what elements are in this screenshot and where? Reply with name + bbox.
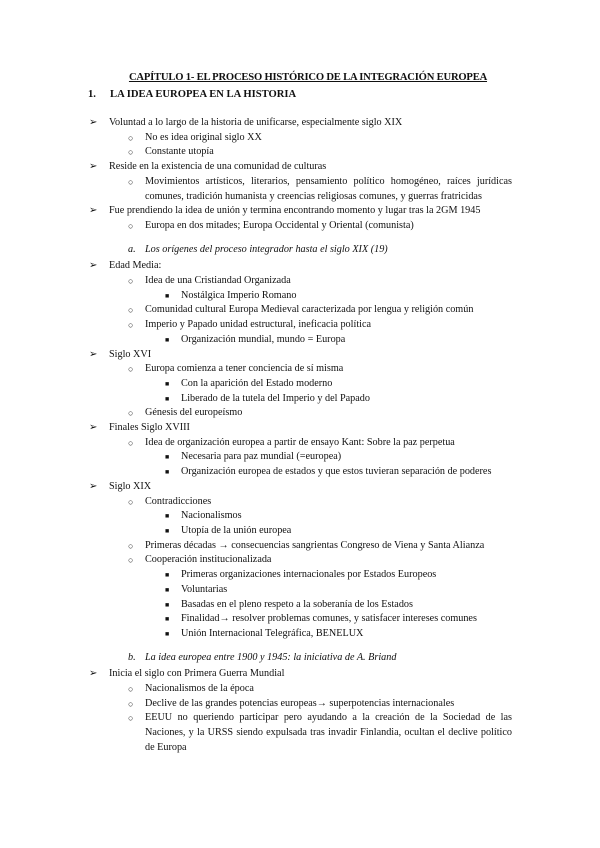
list-item-text: Contradicciones — [145, 495, 212, 507]
list-item — [0, 480, 600, 495]
list-item-text: Declive de las grandes potencias europeas→ superpotencias internacionales — [145, 697, 455, 709]
circle-bullet-icon: ○ — [128, 437, 134, 448]
arrow-bullet-icon: ➢ — [89, 422, 98, 434]
intro-list — [0, 116, 600, 234]
list-item-text: Fue prendiendo la idea de unión y termina encontrando momento y lugar tras la 2GM 1945 — [109, 205, 481, 217]
list-item-text: Basadas en el pleno respeto a la soberanía de los Estados — [181, 598, 413, 610]
list-item-text: Idea de una Cristiandad Organizada — [145, 275, 291, 287]
list-item-text: Primeras organizaciones internacionales por Estados Europeos — [181, 569, 437, 581]
list-item — [0, 465, 600, 480]
list-item-text: Voluntarias — [181, 583, 228, 595]
list-item-text: Siglo XVI — [109, 348, 152, 360]
square-bullet-icon: ■ — [165, 615, 170, 624]
section-number: 1. — [88, 89, 96, 100]
list-item — [0, 289, 600, 304]
circle-bullet-icon: ○ — [128, 176, 134, 187]
circle-bullet-icon: ○ — [128, 698, 134, 709]
list-item — [0, 377, 600, 392]
square-bullet-icon: ■ — [165, 468, 170, 477]
list-item — [0, 450, 600, 465]
subsection-b-heading — [0, 651, 600, 666]
list-item-text: Cooperación institucionalizada — [145, 554, 272, 566]
circle-bullet-icon: ○ — [128, 540, 134, 551]
arrow-bullet-icon: ➢ — [89, 668, 98, 680]
circle-bullet-icon: ○ — [128, 276, 134, 287]
list-item-text: Siglo XIX — [109, 480, 152, 492]
list-item-text: Con la aparición del Estado moderno — [181, 377, 333, 389]
square-bullet-icon: ■ — [165, 379, 170, 388]
list-item-text: Primeras décadas → consecuencias sangrientas Congreso de Viena y Santa Alianza — [145, 539, 485, 551]
list-item — [0, 348, 600, 363]
list-item — [0, 204, 600, 219]
circle-bullet-icon: ○ — [128, 147, 134, 158]
list-item — [0, 495, 600, 510]
list-item — [0, 568, 600, 583]
square-bullet-icon: ■ — [165, 629, 170, 638]
list-item — [0, 116, 600, 131]
list-item — [0, 539, 600, 554]
list-item — [0, 697, 600, 712]
square-bullet-icon: ■ — [165, 291, 170, 300]
list-item-text: Edad Media: — [109, 260, 162, 272]
list-item-text: Génesis del europeísmo — [145, 407, 243, 419]
list-item — [0, 406, 600, 421]
list-item — [0, 362, 600, 377]
square-bullet-icon: ■ — [165, 600, 170, 609]
list-item-text: Reside en la existencia de una comunidad de culturas — [109, 161, 327, 173]
list-item — [0, 682, 600, 697]
list-item-text: Voluntad a lo largo de la historia de unificarse, especialmente siglo XIX — [109, 117, 403, 128]
list-item-text: Organización mundial, mundo = Europa — [181, 333, 346, 345]
list-item-text: Liberado de la tutela del Imperio y del Papado — [181, 392, 370, 404]
subsection-a-list — [0, 259, 600, 641]
list-item — [0, 274, 600, 289]
square-bullet-icon: ■ — [165, 571, 170, 580]
list-item — [0, 145, 600, 160]
list-item — [0, 131, 600, 146]
square-bullet-icon: ■ — [165, 394, 170, 403]
list-item — [0, 612, 600, 627]
circle-bullet-icon: ○ — [128, 364, 134, 375]
list-item-text: Comunidad cultural Europa Medieval caracterizada por lengua y religión común — [145, 304, 474, 316]
arrow-bullet-icon: ➢ — [89, 480, 98, 492]
arrow-bullet-icon: ➢ — [89, 117, 98, 128]
arrow-bullet-icon: ➢ — [89, 205, 98, 217]
circle-bullet-icon: ○ — [128, 132, 134, 143]
list-item-text: Constante utopía — [145, 146, 214, 158]
circle-bullet-icon: ○ — [128, 305, 134, 316]
outline-content — [0, 116, 600, 756]
chapter-title: CAPÍTULO 1- EL PROCESO HISTÓRICO DE LA INTEGRACIÓN EUROPEA — [128, 72, 488, 83]
subsection-a-heading — [0, 243, 600, 258]
list-item-text: Nostálgica Imperio Romano — [181, 289, 297, 301]
arrow-bullet-icon: ➢ — [89, 260, 98, 272]
list-item-text: Finalidad→ resolver problemas comunes, y satisfacer intereses comunes — [181, 613, 477, 625]
circle-bullet-icon: ○ — [128, 684, 134, 695]
list-item-text: No es idea original siglo XX — [145, 131, 262, 143]
list-item — [0, 627, 600, 642]
list-item-text: EEUU no queriendo participar pero ayudando a la creación de la Sociedad de las Naciones, y la URSS siendo expulsada tras invadir Finlandia, ocultan el declive político de Europa — [145, 712, 512, 753]
list-item — [0, 436, 600, 451]
list-item-text: Movimientos artísticos, literarios, pensamiento político homogéneo, raíces jurídicas comunes, tradición humanista y creencias religiosas comunes, y guerras fratricidas — [145, 175, 512, 202]
list-item-text: Imperio y Papado unidad estructural, ineficacia política — [145, 319, 372, 331]
square-bullet-icon: ■ — [165, 453, 170, 462]
square-bullet-icon: ■ — [165, 512, 170, 521]
list-item-text: Europa comienza a tener conciencia de sí misma — [145, 363, 344, 375]
list-item-text: Finales Siglo XVIII — [109, 422, 190, 434]
list-item-text: Nacionalismos — [181, 510, 242, 522]
list-item — [0, 333, 600, 348]
subsection-b-list — [0, 667, 600, 755]
list-item — [0, 524, 600, 539]
list-item — [0, 259, 600, 274]
list-item — [0, 583, 600, 598]
list-item — [0, 667, 600, 682]
section-heading — [88, 88, 296, 103]
subsection-b-title: La idea europea entre 1900 y 1945: la iniciativa de A. Briand — [145, 651, 397, 663]
list-item — [0, 219, 600, 234]
list-item — [0, 509, 600, 524]
list-item-text: Necesaria para paz mundial (=europea) — [181, 451, 342, 463]
circle-bullet-icon: ○ — [128, 408, 134, 419]
list-item-text: Utopía de la unión europea — [181, 524, 292, 536]
circle-bullet-icon: ○ — [128, 496, 134, 507]
list-item — [0, 421, 600, 436]
list-item — [0, 553, 600, 568]
list-item-text: Organización europea de estados y que estos tuvieran separación de poderes — [181, 466, 492, 478]
square-bullet-icon: ■ — [165, 585, 170, 594]
list-item — [0, 598, 600, 613]
list-item — [0, 392, 600, 407]
square-bullet-icon: ■ — [165, 526, 170, 535]
section-heading-text: LA IDEA EUROPEA EN LA HISTORIA — [110, 89, 297, 100]
list-item — [0, 160, 600, 175]
circle-bullet-icon: ○ — [128, 220, 134, 231]
circle-bullet-icon: ○ — [128, 713, 134, 724]
arrow-bullet-icon: ➢ — [89, 348, 98, 360]
list-item-text: Inicia el siglo con Primera Guerra Mundial — [109, 668, 285, 680]
list-item-text: Unión Internacional Telegráfica, BENELUX — [181, 627, 364, 639]
list-item-text: Europa en dos mitades; Europa Occidental y Oriental (comunista) — [145, 219, 414, 231]
subsection-a-title: Los orígenes del proceso integrador hasta el siglo XIX (19) — [145, 243, 388, 255]
square-bullet-icon: ■ — [165, 335, 170, 344]
circle-bullet-icon: ○ — [128, 555, 134, 566]
list-item — [0, 303, 600, 318]
subsection-b-letter: b. — [128, 651, 136, 663]
list-item — [0, 711, 600, 755]
list-item — [0, 175, 600, 204]
circle-bullet-icon: ○ — [128, 320, 134, 331]
subsection-a-letter: a. — [128, 243, 136, 255]
list-item-text: Nacionalismos de la época — [145, 683, 254, 695]
list-item — [0, 318, 600, 333]
arrow-bullet-icon: ➢ — [89, 161, 98, 173]
list-item-text: Idea de organización europea a partir de ensayo Kant: Sobre la paz perpetua — [145, 436, 455, 448]
